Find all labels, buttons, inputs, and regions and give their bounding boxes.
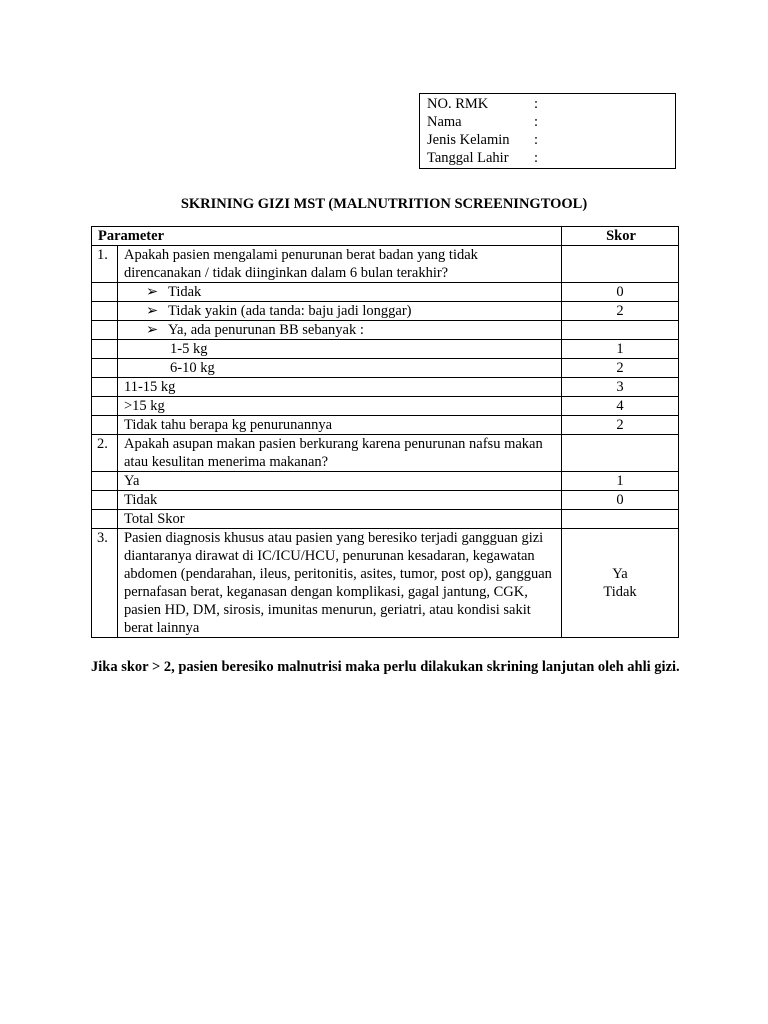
screening-table xyxy=(91,226,679,638)
table-row xyxy=(92,302,679,321)
table-header-row xyxy=(92,227,679,246)
sub-option-label: 6-10 kg xyxy=(170,360,215,376)
option-label: 11-15 kg xyxy=(118,378,562,397)
empty-cell xyxy=(92,302,118,321)
empty-cell xyxy=(92,340,118,359)
header-parameter: Parameter xyxy=(92,227,562,246)
option-score: 0 xyxy=(562,491,679,510)
table-row xyxy=(92,321,679,340)
form-title: SKRINING GIZI MST (MALNUTRITION SCREENINGTOOL) xyxy=(180,196,588,212)
header-score: Skor xyxy=(562,227,679,246)
question-text: Apakah pasien mengalami penurunan berat badan yang tidak direncanakan / tidak diinginkan dalam 6 bulan terakhir? xyxy=(118,246,562,283)
table-row xyxy=(92,378,679,397)
option-cell xyxy=(118,340,562,359)
question-text: Pasien diagnosis khusus atau pasien yang beresiko terjadi gangguan gizi diantaranya dirawat di IC/ICU/HCU, penurunan kesadaran, kegawatan abdomen (pendarahan, ileus, peritonitis, asites, tumor, post op), gangguan pernafasan berat, keganasan dengan komplikasi, gagal jantung, CGK, pasien HD, DM, sirosis, imunitas menurun, geriatri, atau kondisi sakit berat lainnya xyxy=(118,529,562,638)
identity-colon: : xyxy=(534,114,539,130)
total-row xyxy=(92,510,679,529)
table-row xyxy=(92,340,679,359)
identity-row-name xyxy=(427,113,675,131)
bullet-option xyxy=(124,302,557,320)
identity-colon: : xyxy=(534,96,539,112)
option-label: Tidak xyxy=(168,284,202,300)
table-row xyxy=(92,359,679,378)
bullet-option xyxy=(124,321,557,339)
option-score xyxy=(562,321,679,340)
score-cell xyxy=(562,435,679,472)
identity-label: NO. RMK xyxy=(427,96,489,112)
option-score: 4 xyxy=(562,397,679,416)
option-label: >15 kg xyxy=(118,397,562,416)
empty-cell xyxy=(92,283,118,302)
option-score: 2 xyxy=(562,302,679,321)
total-score-value xyxy=(562,510,679,529)
option-label: Ya xyxy=(118,472,562,491)
bullet-option xyxy=(124,283,557,301)
table-row xyxy=(92,416,679,435)
option-label: Ya, ada penurunan BB sebanyak : xyxy=(168,322,364,338)
question-number: 3. xyxy=(92,529,118,638)
arrow-bullet-icon: ➢ xyxy=(146,303,159,319)
option-label: Tidak xyxy=(118,491,562,510)
answer-no: Tidak xyxy=(603,584,637,600)
empty-cell xyxy=(92,359,118,378)
identity-row-rmk xyxy=(427,95,675,113)
option-score: 2 xyxy=(562,359,679,378)
empty-cell xyxy=(92,397,118,416)
total-score-label: Total Skor xyxy=(118,510,562,529)
question-number: 2. xyxy=(92,435,118,472)
table-row xyxy=(92,435,679,472)
option-cell xyxy=(118,283,562,302)
patient-identity-box xyxy=(419,93,676,169)
empty-cell xyxy=(92,416,118,435)
table-row xyxy=(92,472,679,491)
empty-cell xyxy=(92,321,118,340)
empty-cell xyxy=(92,378,118,397)
table-row xyxy=(92,283,679,302)
option-score: 1 xyxy=(562,472,679,491)
option-score: 3 xyxy=(562,378,679,397)
identity-row-birthdate xyxy=(427,149,675,167)
option-score: 0 xyxy=(562,283,679,302)
arrow-bullet-icon: ➢ xyxy=(146,284,159,300)
option-score: 1 xyxy=(562,340,679,359)
option-cell xyxy=(118,302,562,321)
table-row xyxy=(92,491,679,510)
empty-cell xyxy=(92,472,118,491)
table-row xyxy=(92,529,679,638)
option-cell xyxy=(118,321,562,340)
question-number: 1. xyxy=(92,246,118,283)
identity-colon: : xyxy=(534,150,539,166)
identity-label: Tanggal Lahir xyxy=(427,150,509,166)
identity-row-gender xyxy=(427,131,675,149)
answer-yes: Ya xyxy=(612,566,628,582)
table-row xyxy=(92,397,679,416)
sub-option-label: 1-5 kg xyxy=(170,341,208,357)
answer-cell xyxy=(562,529,679,638)
option-label: Tidak yakin (ada tanda: baju jadi longgar) xyxy=(168,303,412,319)
arrow-bullet-icon: ➢ xyxy=(146,322,159,338)
empty-cell xyxy=(92,510,118,529)
option-cell xyxy=(118,359,562,378)
footer-note: Jika skor > 2, pasien beresiko malnutrisi maka perlu dilakukan skrining lanjutan oleh ahli gizi. xyxy=(91,659,680,675)
option-label: Tidak tahu berapa kg penurunannya xyxy=(118,416,562,435)
score-cell xyxy=(562,246,679,283)
identity-label: Jenis Kelamin xyxy=(427,132,510,148)
table-row xyxy=(92,246,679,283)
identity-colon: : xyxy=(534,132,539,148)
question-text: Apakah asupan makan pasien berkurang karena penurunan nafsu makan atau kesulitan menerima makanan? xyxy=(118,435,562,472)
empty-cell xyxy=(92,491,118,510)
option-score: 2 xyxy=(562,416,679,435)
identity-label: Nama xyxy=(427,114,462,130)
